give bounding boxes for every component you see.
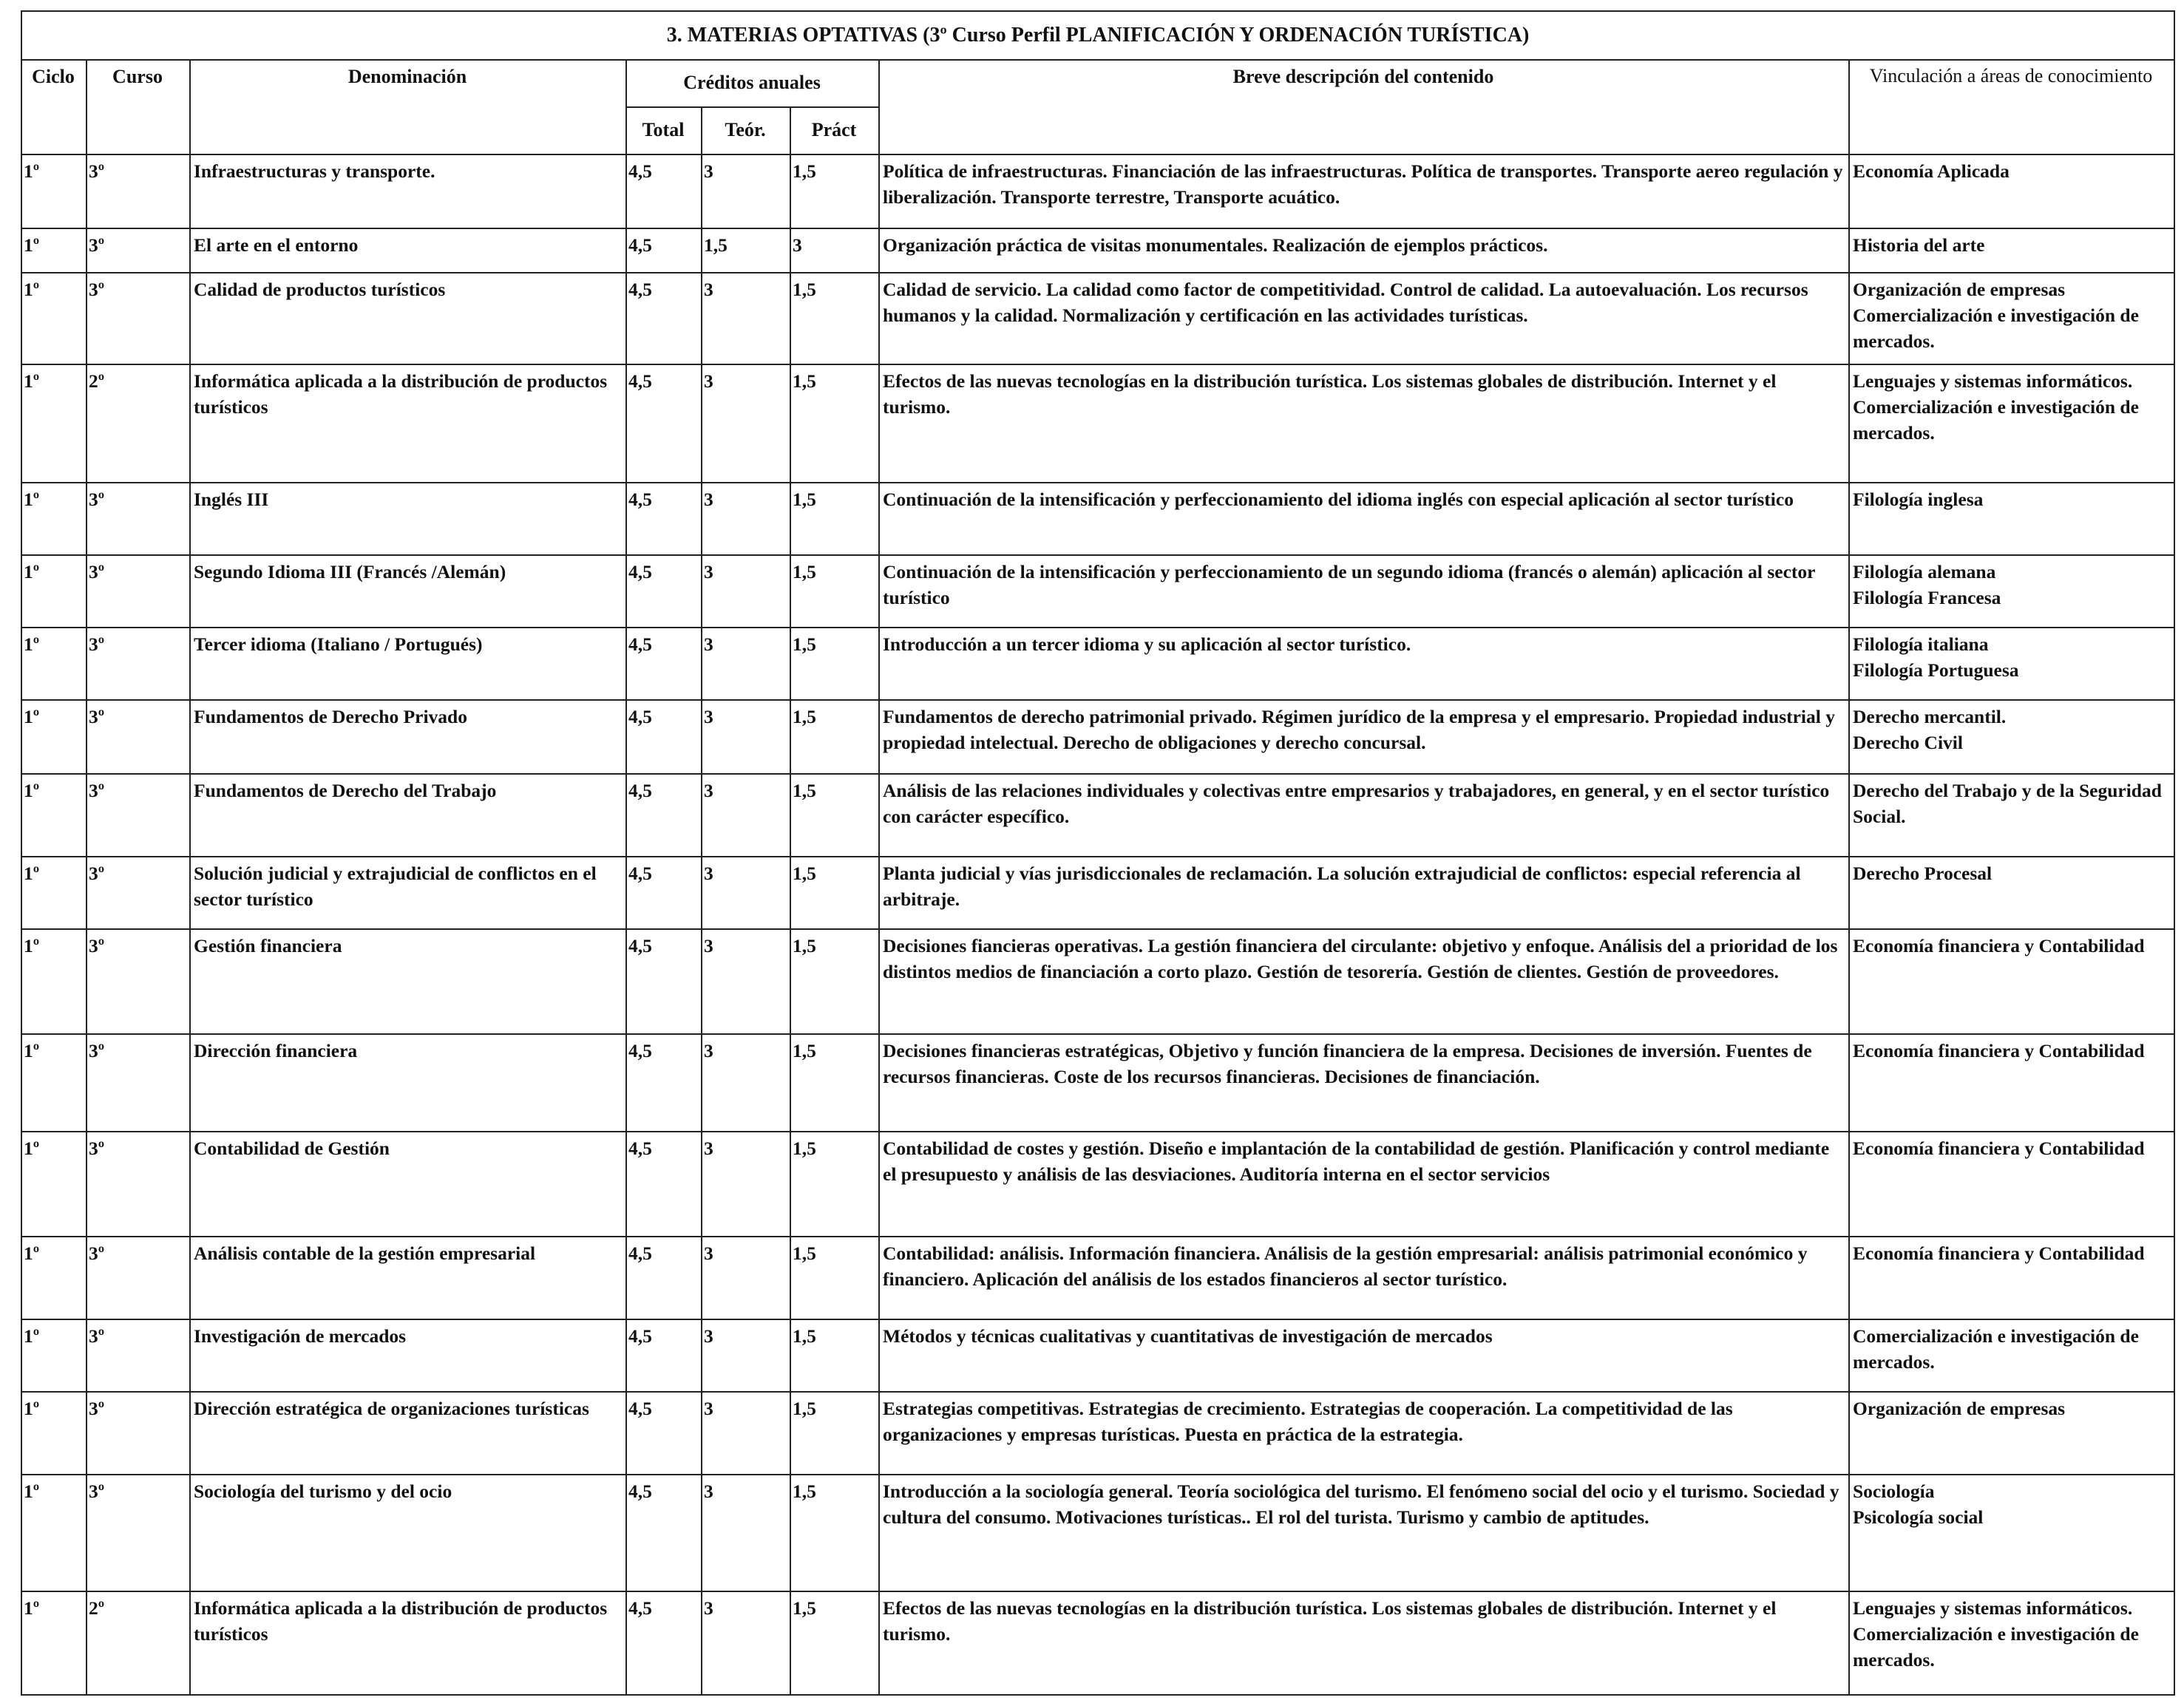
cell-vinculacion [1849,774,2174,857]
cell-vinculacion [1849,1591,2174,1695]
cell-vinculacion [1849,1475,2174,1591]
cell-pract: 1,5 [790,929,879,1034]
cell-curso: 3º [87,1034,190,1132]
cell-ciclo: 1º [21,228,87,273]
vinculacion-area: Economía financiera y Contabilidad [1853,1138,2145,1159]
cell-total: 4,5 [626,857,702,929]
vinculacion-area: Derecho del Trabajo y de la Seguridad Social. [1853,780,2162,828]
table-row [21,1237,2174,1319]
cell-pract: 1,5 [790,154,879,228]
table-row [21,483,2174,555]
cell-pract: 1,5 [790,1132,879,1237]
cell-pract: 1,5 [790,774,879,857]
table-row [21,228,2174,273]
cell-teor: 1,5 [702,228,790,273]
cell-total: 4,5 [626,628,702,700]
vinculacion-area: Lenguajes y sistemas informáticos. [1853,1597,2133,1619]
cell-pract: 1,5 [790,1475,879,1591]
cell-descripcion: Contabilidad de costes y gestión. Diseño e implantación de la contabilidad de gestión. Planificación y control mediante el presupuesto y análisis de las desviaciones. Auditoría interna en el sector servicios [879,1132,1849,1237]
cell-curso: 3º [87,273,190,364]
cell-descripcion: Análisis de las relaciones individuales y colectivas entre empresarios y trabajadores, en general, y en el sector turístico con carácter específico. [879,774,1849,857]
cell-teor: 3 [702,1132,790,1237]
vinculacion-area: Derecho Procesal [1853,863,1993,884]
vinculacion-area: Filología alemana [1853,561,1996,582]
table-row [21,273,2174,364]
cell-pract: 1,5 [790,700,879,774]
vinculacion-area: Filología Francesa [1853,587,2001,609]
cell-denominacion: Dirección financiera [190,1034,626,1132]
cell-descripcion: Continuación de la intensificación y perfeccionamiento de un segundo idioma (francés o alemán) aplicación al sector turístico [879,555,1849,628]
cell-teor: 3 [702,483,790,555]
cell-total: 4,5 [626,364,702,483]
cell-denominacion: Fundamentos de Derecho Privado [190,700,626,774]
cell-teor: 3 [702,929,790,1034]
cell-curso: 3º [87,857,190,929]
header-teor: Teór. [702,107,790,154]
cell-ciclo: 1º [21,628,87,700]
cell-pract: 1,5 [790,1392,879,1475]
cell-denominacion: Análisis contable de la gestión empresarial [190,1237,626,1319]
cell-vinculacion [1849,857,2174,929]
cell-total: 4,5 [626,555,702,628]
header-pract: Práct [790,107,879,154]
cell-descripcion: Introducción a un tercer idioma y su aplicación al sector turístico. [879,628,1849,700]
table-row [21,1034,2174,1132]
cell-vinculacion [1849,1237,2174,1319]
cell-total: 4,5 [626,774,702,857]
cell-denominacion: Gestión financiera [190,929,626,1034]
cell-vinculacion [1849,273,2174,364]
cell-total: 4,5 [626,1237,702,1319]
cell-ciclo: 1º [21,929,87,1034]
cell-curso: 3º [87,1392,190,1475]
header-total: Total [626,107,702,154]
vinculacion-area: Comercialización e investigación de mercados. [1853,396,2139,444]
cell-denominacion: Fundamentos de Derecho del Trabajo [190,774,626,857]
table-row [21,857,2174,929]
table-row [21,1475,2174,1591]
cell-curso: 3º [87,154,190,228]
cell-teor: 3 [702,1475,790,1591]
vinculacion-area: Organización de empresas [1853,279,2066,300]
cell-pract: 1,5 [790,1237,879,1319]
cell-descripcion: Planta judicial y vías jurisdiccionales de reclamación. La solución extrajudicial de conflictos: especial referencia al arbitraje. [879,857,1849,929]
cell-descripcion: Política de infraestructuras. Financiación de las infraestructuras. Política de transportes. Transporte aereo regulación y liberalización. Transporte terrestre, Transporte acuático. [879,154,1849,228]
vinculacion-area: Economía Aplicada [1853,160,2010,182]
vinculacion-area: Derecho Civil [1853,732,1963,754]
header-vinculacion: Vinculación a áreas de conocimiento [1849,60,2174,154]
cell-total: 4,5 [626,228,702,273]
cell-teor: 3 [702,857,790,929]
cell-descripcion: Introducción a la sociología general. Teoría sociológica del turismo. El fenómeno social del ocio y el turismo. Sociedad y cultura del consumo. Motivaciones turísticas.. El rol del turista. Turismo y cambio de aptitudes. [879,1475,1849,1591]
cell-teor: 3 [702,1034,790,1132]
cell-teor: 3 [702,555,790,628]
header-ciclo: Ciclo [21,60,87,154]
cell-pract: 1,5 [790,555,879,628]
cell-total: 4,5 [626,1392,702,1475]
cell-curso: 2º [87,1591,190,1695]
cell-pract: 1,5 [790,273,879,364]
table-title: 3. MATERIAS OPTATIVAS (3º Curso Perfil PLANIFICACIÓN Y ORDENACIÓN TURÍSTICA) [21,11,2174,60]
cell-vinculacion [1849,1132,2174,1237]
cell-ciclo: 1º [21,1392,87,1475]
cell-vinculacion [1849,364,2174,483]
cell-denominacion: Informática aplicada a la distribución de productos turísticos [190,364,626,483]
cell-vinculacion [1849,1392,2174,1475]
cell-total: 4,5 [626,1132,702,1237]
cell-descripcion: Estrategias competitivas. Estrategias de crecimiento. Estrategias de cooperación. La competitividad de las organizaciones y empresas turísticas. Puesta en práctica de la estrategia. [879,1392,1849,1475]
cell-descripcion: Efectos de las nuevas tecnologías en la distribución turística. Los sistemas globales de distribución. Internet y el turismo. [879,364,1849,483]
cell-vinculacion [1849,1319,2174,1392]
cell-pract: 1,5 [790,483,879,555]
cell-ciclo: 1º [21,364,87,483]
cell-denominacion: Contabilidad de Gestión [190,1132,626,1237]
table-row [21,154,2174,228]
vinculacion-area: Derecho mercantil. [1853,706,2007,727]
cell-ciclo: 1º [21,1034,87,1132]
vinculacion-area: Filología italiana [1853,633,1989,655]
cell-denominacion: Investigación de mercados [190,1319,626,1392]
cell-teor: 3 [702,774,790,857]
cell-teor: 3 [702,364,790,483]
cell-ciclo: 1º [21,273,87,364]
cell-teor: 3 [702,628,790,700]
cell-descripcion: Contabilidad: análisis. Información financiera. Análisis de la gestión empresarial: análisis patrimonial económico y financiero. Aplicación del análisis de los estados financieros al sector turístico. [879,1237,1849,1319]
cell-total: 4,5 [626,1034,702,1132]
cell-pract: 1,5 [790,364,879,483]
cell-ciclo: 1º [21,1591,87,1695]
vinculacion-area: Filología inglesa [1853,489,1984,510]
cell-descripcion: Calidad de servicio. La calidad como factor de competitividad. Control de calidad. La autoevaluación. Los recursos humanos y la calidad. Normalización y certificación en las actividades turísticas. [879,273,1849,364]
cell-pract: 1,5 [790,1591,879,1695]
cell-denominacion: Inglés III [190,483,626,555]
header-curso: Curso [87,60,190,154]
cell-descripcion: Continuación de la intensificación y perfeccionamiento del idioma inglés con especial aplicación al sector turístico [879,483,1849,555]
cell-teor: 3 [702,273,790,364]
cell-teor: 3 [702,154,790,228]
cell-denominacion: Informática aplicada a la distribución de productos turísticos [190,1591,626,1695]
cell-total: 4,5 [626,700,702,774]
cell-total: 4,5 [626,1475,702,1591]
cell-teor: 3 [702,700,790,774]
cell-ciclo: 1º [21,857,87,929]
header-creditos-anuales: Créditos anuales [626,60,879,107]
cell-curso: 3º [87,774,190,857]
cell-total: 4,5 [626,483,702,555]
cell-teor: 3 [702,1319,790,1392]
cell-curso: 3º [87,700,190,774]
cell-vinculacion [1849,154,2174,228]
vinculacion-area: Comercialización e investigación de mercados. [1853,1623,2139,1671]
cell-vinculacion [1849,555,2174,628]
cell-vinculacion [1849,1034,2174,1132]
cell-descripcion: Efectos de las nuevas tecnologías en la distribución turística. Los sistemas globales de distribución. Internet y el turismo. [879,1591,1849,1695]
cell-curso: 3º [87,555,190,628]
cell-ciclo: 1º [21,1237,87,1319]
cell-vinculacion [1849,929,2174,1034]
vinculacion-area: Comercialización e investigación de mercados. [1853,1325,2139,1373]
table-row [21,1132,2174,1237]
cell-descripcion: Fundamentos de derecho patrimonial privado. Régimen jurídico de la empresa y el empresario. Propiedad industrial y propiedad intelectual. Derecho de obligaciones y derecho concursal. [879,700,1849,774]
cell-ciclo: 1º [21,1319,87,1392]
vinculacion-area: Comercialización e investigación de mercados. [1853,305,2139,353]
cell-curso: 3º [87,228,190,273]
cell-curso: 3º [87,1475,190,1591]
cell-vinculacion [1849,483,2174,555]
cell-ciclo: 1º [21,555,87,628]
table-row [21,555,2174,628]
cell-total: 4,5 [626,154,702,228]
cell-curso: 3º [87,628,190,700]
vinculacion-area: Economía financiera y Contabilidad [1853,1040,2145,1061]
cell-teor: 3 [702,1591,790,1695]
cell-denominacion: Solución judicial y extrajudicial de conflictos en el sector turístico [190,857,626,929]
table-row [21,1319,2174,1392]
cell-vinculacion [1849,628,2174,700]
cell-pract: 1,5 [790,628,879,700]
vinculacion-area: Psicología social [1853,1506,1984,1529]
cell-curso: 3º [87,1132,190,1237]
cell-descripcion: Decisiones fiancieras operativas. La gestión financiera del circulante: objetivo y enfoque. Análisis del a prioridad de los distintos medios de financiación a corto plazo. Gestión de tesorería. Gestión de clientes. Gestión de proveedores. [879,929,1849,1034]
cell-ciclo: 1º [21,700,87,774]
cell-vinculacion [1849,228,2174,273]
table-row [21,774,2174,857]
vinculacion-area: Sociología [1853,1481,1935,1502]
cell-curso: 3º [87,929,190,1034]
cell-ciclo: 1º [21,774,87,857]
vinculacion-area: Lenguajes y sistemas informáticos. [1853,370,2133,392]
cell-curso: 3º [87,1319,190,1392]
header-denominacion: Denominación [190,60,626,154]
cell-curso: 2º [87,364,190,483]
table-row [21,628,2174,700]
cell-ciclo: 1º [21,154,87,228]
table-row [21,700,2174,774]
cell-ciclo: 1º [21,1132,87,1237]
cell-descripcion: Decisiones financieras estratégicas, Objetivo y función financiera de la empresa. Decisiones de inversión. Fuentes de recursos financieras. Coste de los recursos financieras. Decisiones de financiación. [879,1034,1849,1132]
cell-denominacion: El arte en el entorno [190,228,626,273]
cell-denominacion: Infraestructuras y transporte. [190,154,626,228]
materias-optativas-table [21,10,2175,1696]
header-descripcion: Breve descripción del contenido [879,60,1849,154]
cell-pract: 1,5 [790,857,879,929]
cell-pract: 3 [790,228,879,273]
cell-denominacion: Sociología del turismo y del ocio [190,1475,626,1591]
cell-pract: 1,5 [790,1319,879,1392]
cell-denominacion: Dirección estratégica de organizaciones turísticas [190,1392,626,1475]
cell-total: 4,5 [626,1591,702,1695]
cell-denominacion: Segundo Idioma III (Francés /Alemán) [190,555,626,628]
vinculacion-area: Organización de empresas [1853,1398,2066,1419]
cell-denominacion: Calidad de productos turísticos [190,273,626,364]
vinculacion-area: Economía financiera y Contabilidad [1853,935,2145,956]
table-row [21,364,2174,483]
cell-descripcion: Organización práctica de visitas monumentales. Realización de ejemplos prácticos. [879,228,1849,273]
vinculacion-area: Filología Portuguesa [1853,659,2019,681]
cell-total: 4,5 [626,273,702,364]
cell-teor: 3 [702,1237,790,1319]
cell-vinculacion [1849,700,2174,774]
cell-descripcion: Métodos y técnicas cualitativas y cuantitativas de investigación de mercados [879,1319,1849,1392]
table-row [21,929,2174,1034]
cell-curso: 3º [87,483,190,555]
vinculacion-area: Economía financiera y Contabilidad [1853,1243,2145,1264]
cell-pract: 1,5 [790,1034,879,1132]
vinculacion-area: Historia del arte [1853,234,1985,256]
cell-ciclo: 1º [21,483,87,555]
cell-teor: 3 [702,1392,790,1475]
table-row [21,1392,2174,1475]
table-body [21,154,2174,1695]
cell-curso: 3º [87,1237,190,1319]
table-row [21,1591,2174,1695]
cell-ciclo: 1º [21,1475,87,1591]
cell-denominacion: Tercer idioma (Italiano / Portugués) [190,628,626,700]
document-page [21,10,2174,1696]
cell-total: 4,5 [626,929,702,1034]
cell-total: 4,5 [626,1319,702,1392]
